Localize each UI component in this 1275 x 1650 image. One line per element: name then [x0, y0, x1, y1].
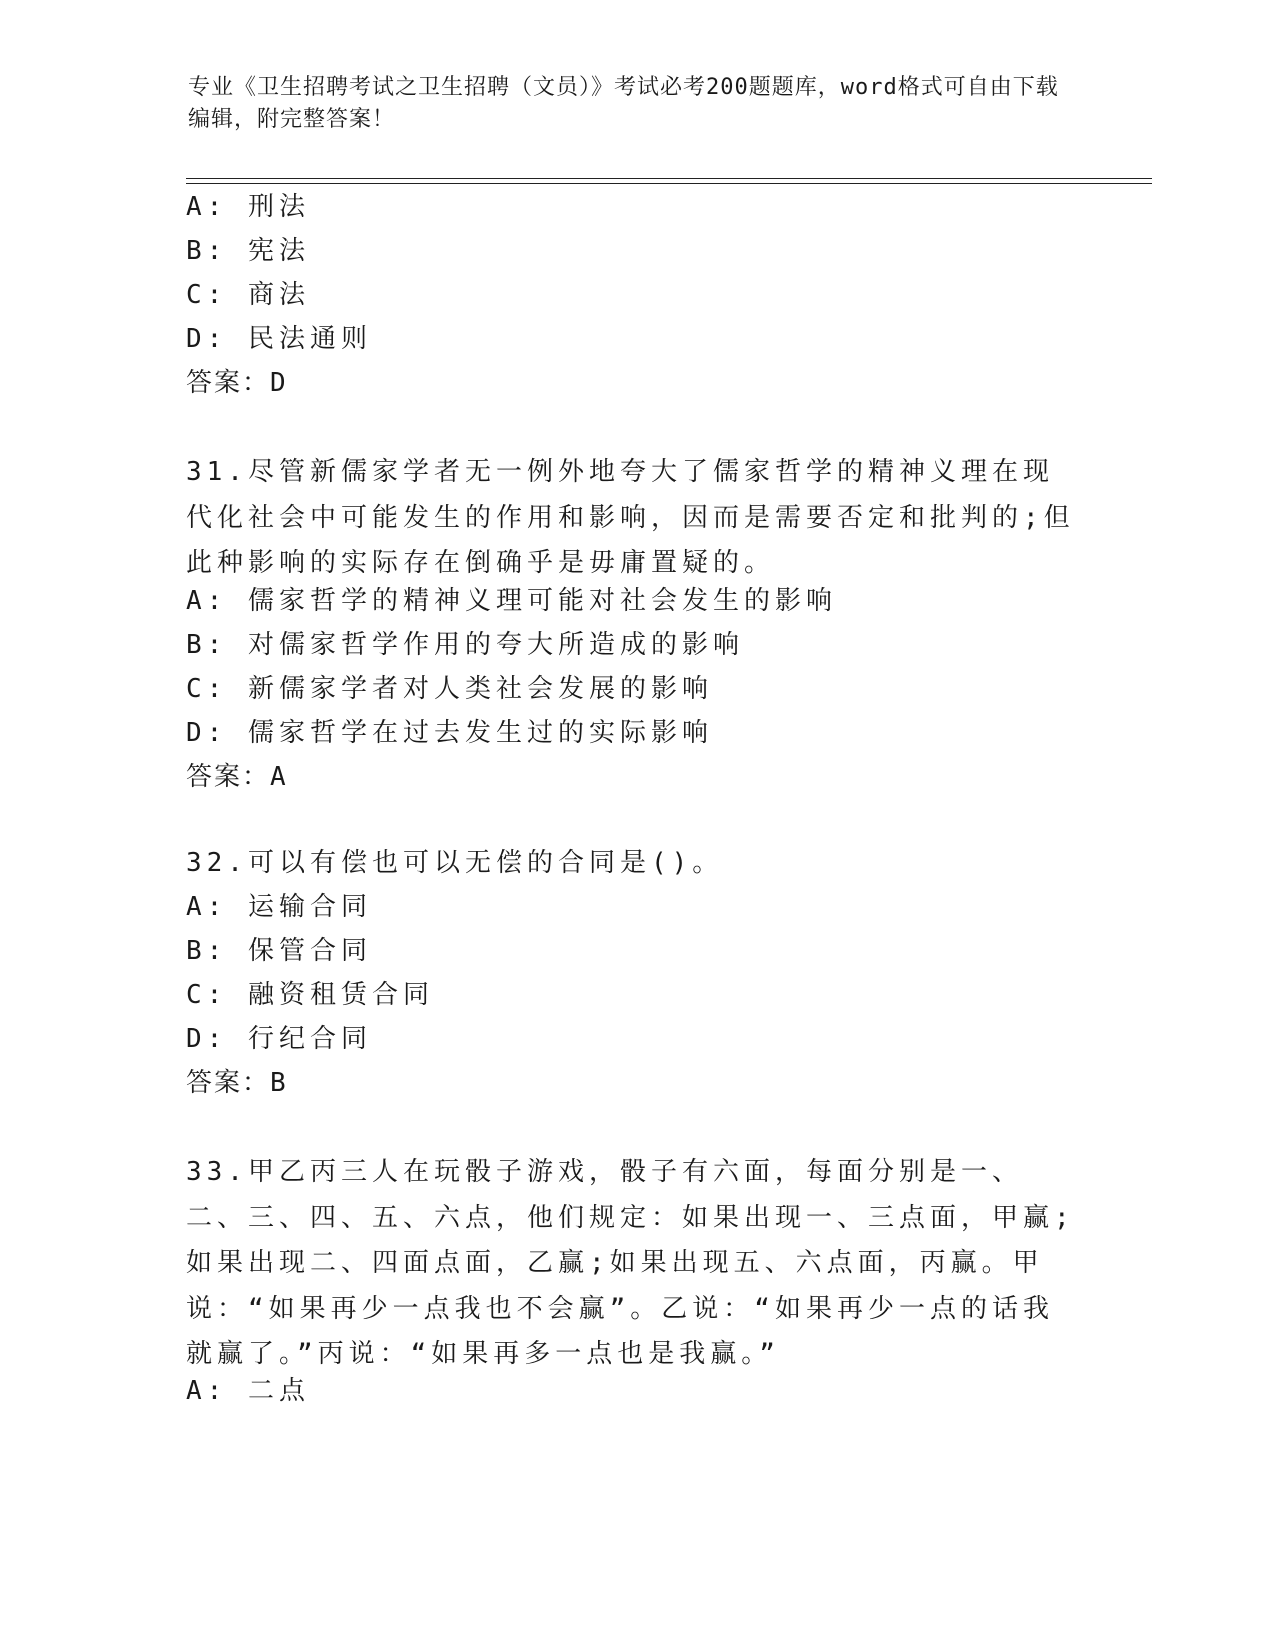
document-header: 专业《卫生招聘考试之卫生招聘（文员）》考试必考200题题库，word格式可自由下载编辑，附完整答案！	[188, 75, 1059, 132]
q32-option-b: B: 保管合同	[186, 936, 372, 966]
q33-option-a: A: 二点	[186, 1376, 310, 1406]
q32-option-d: D: 行纪合同	[186, 1024, 372, 1054]
prev-option-d: D: 民法通则	[186, 324, 372, 354]
q32-answer: 答案：B	[186, 1068, 288, 1098]
q31-option-d: D: 儒家哲学在过去发生过的实际影响	[186, 718, 713, 748]
q31-option-c: C: 新儒家学者对人类社会发展的影响	[186, 674, 713, 704]
prev-answer: 答案：D	[186, 368, 288, 398]
question-32-stem: 32.可以有偿也可以无偿的合同是()。	[186, 848, 724, 878]
q31-option-a: A: 儒家哲学的精神义理可能对社会发生的影响	[186, 586, 837, 616]
q31-answer: 答案：A	[186, 762, 288, 792]
q32-option-a: A: 运输合同	[186, 892, 372, 922]
prev-option-c: C: 商法	[186, 280, 310, 310]
header-divider-top	[186, 178, 1152, 179]
prev-option-a: A: 刑法	[186, 192, 310, 222]
question-33-stem: 33.甲乙丙三人在玩骰子游戏，骰子有六面，每面分别是一、二、三、四、五、六点，他们规定：如果出现一、三点面，甲赢;如果出现二、四面点面，乙赢;如果出现五、六点面，丙赢。甲说：“如果再少一点我也不会赢”。乙说：“如果再少一点的话我就赢了。”丙说：“如果再多一点也是我赢。”	[186, 1157, 1075, 1369]
q32-option-c: C: 融资租赁合同	[186, 980, 434, 1010]
q31-option-b: B: 对儒家哲学作用的夸大所造成的影响	[186, 630, 744, 660]
prev-option-b: B: 宪法	[186, 236, 310, 266]
question-31-stem: 31.尽管新儒家学者无一例外地夸大了儒家哲学的精神义理在现代化社会中可能发生的作用和影响，因而是需要否定和批判的;但此种影响的实际存在倒确乎是毋庸置疑的。	[186, 457, 1075, 578]
header-divider-bottom	[186, 183, 1152, 184]
